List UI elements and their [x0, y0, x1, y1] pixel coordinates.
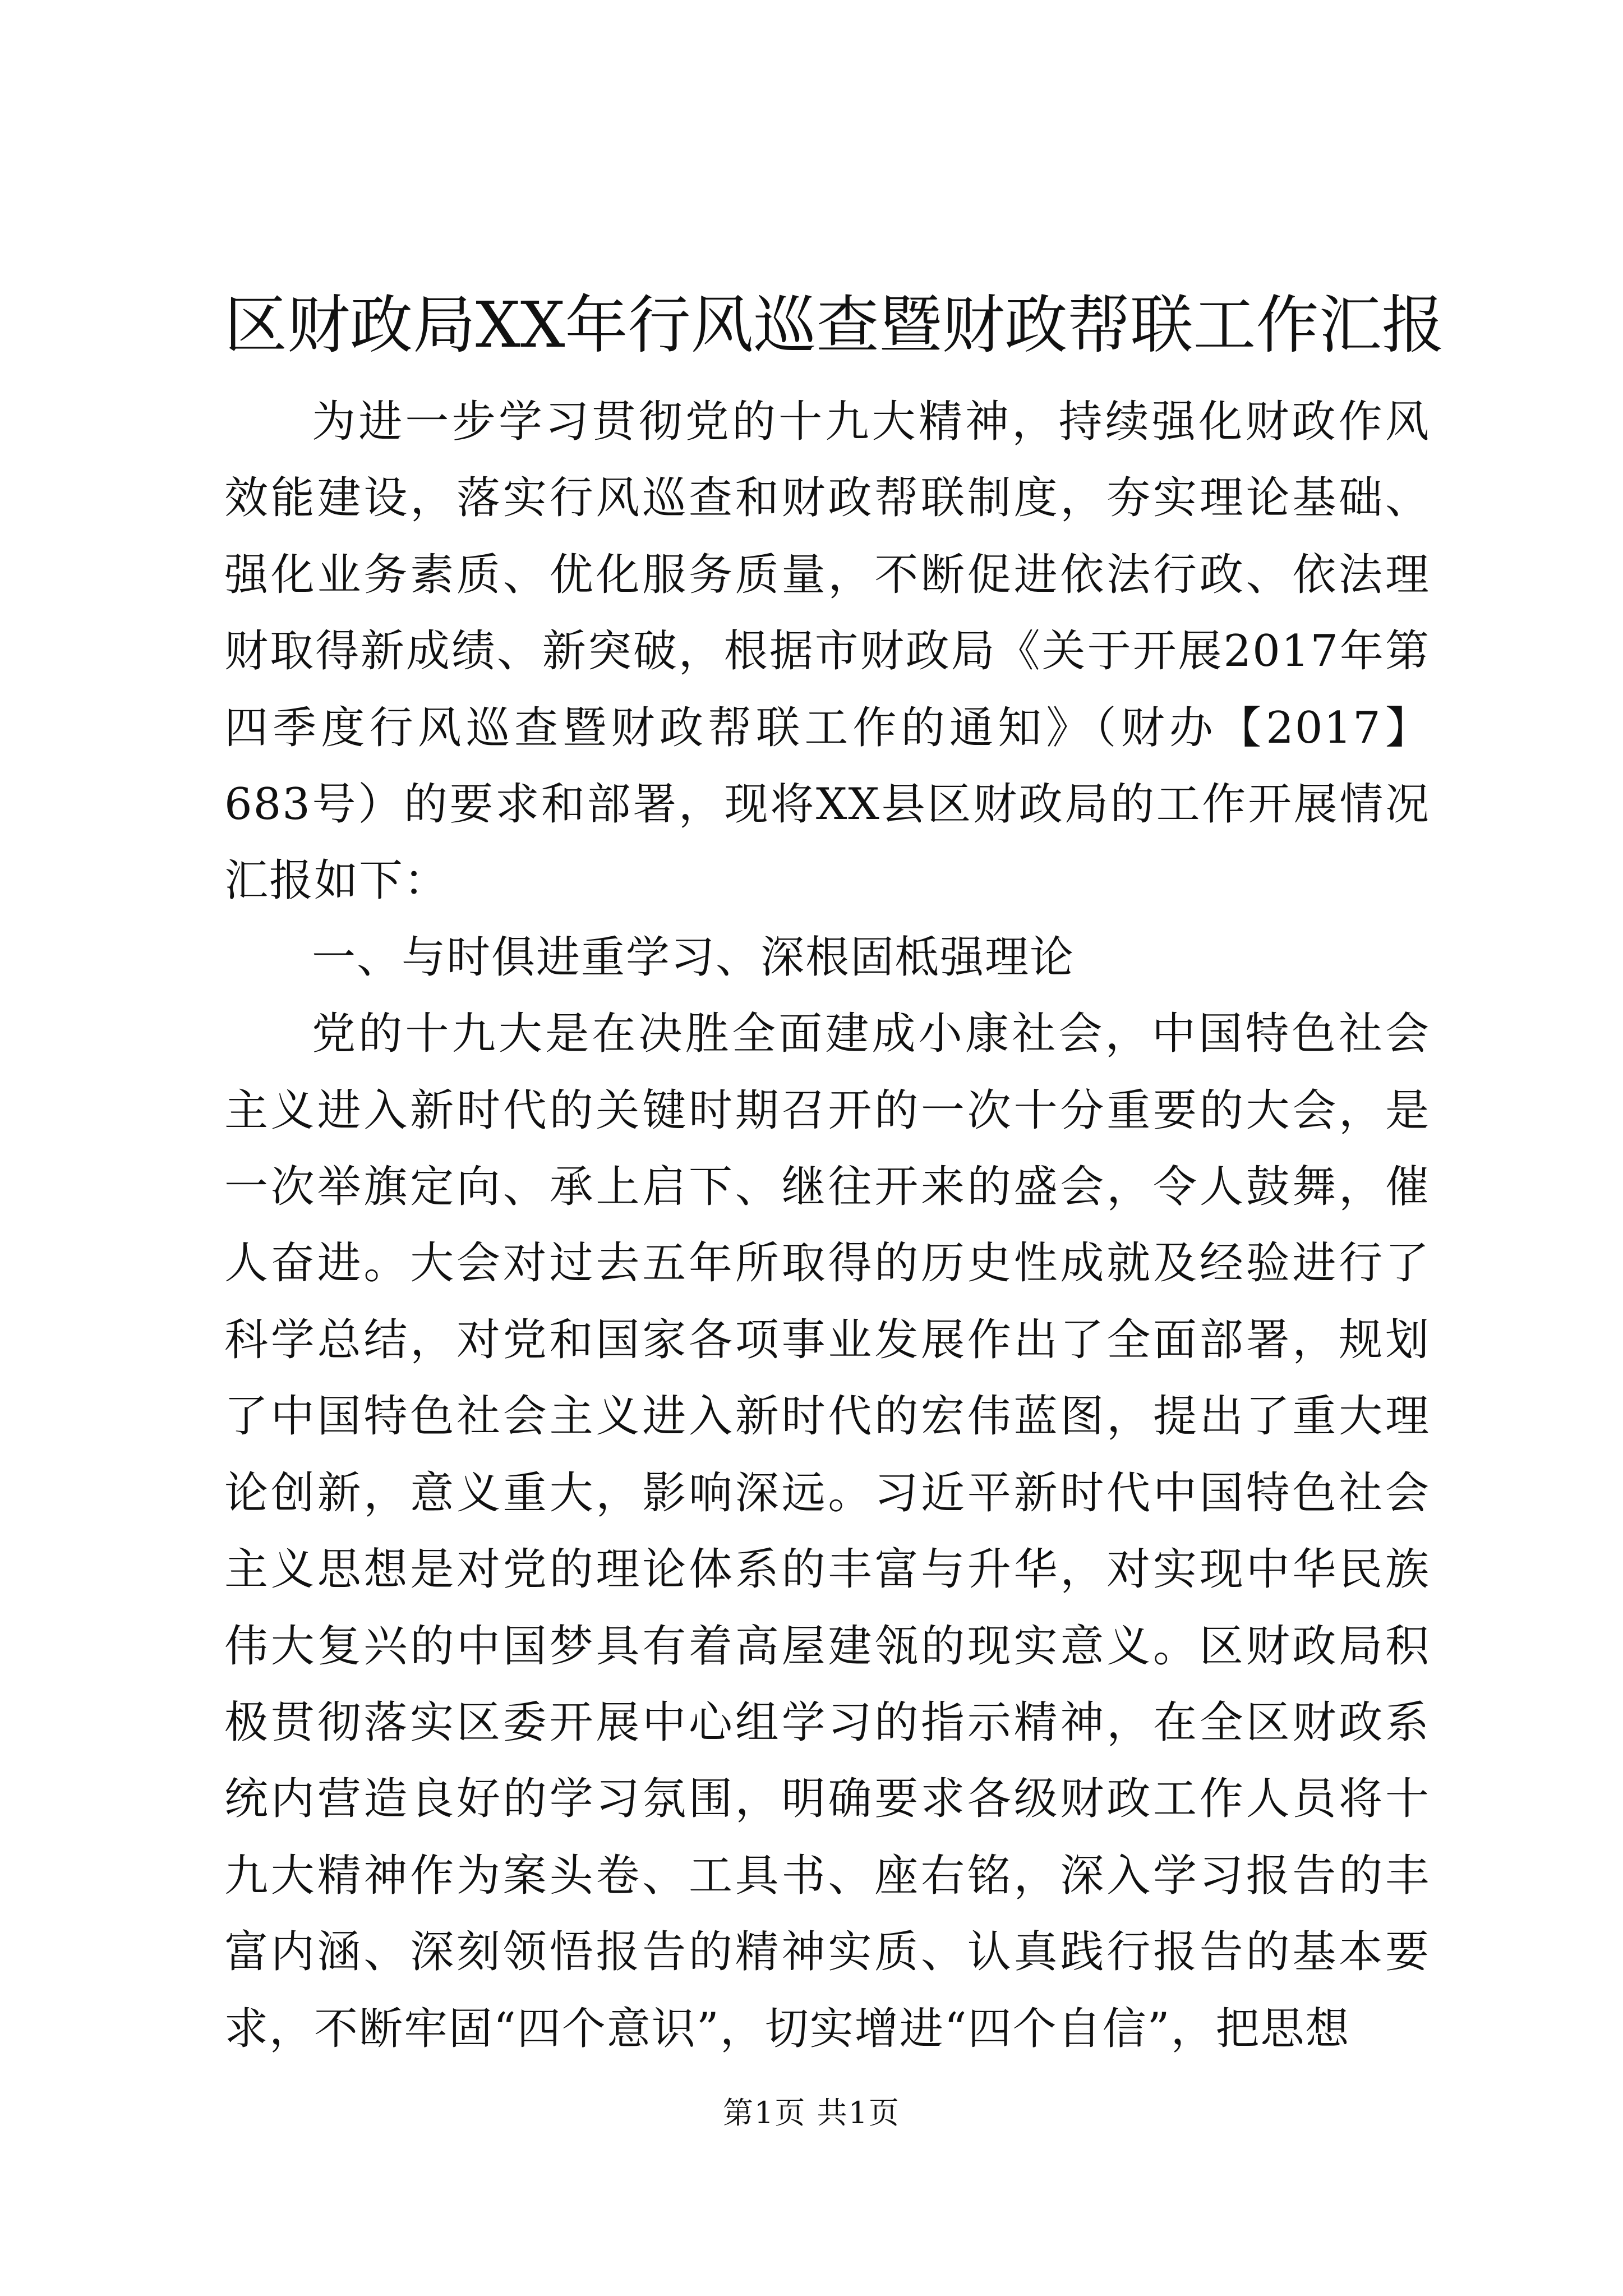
section-1-paragraph: 党的十九大是在决胜全面建成小康社会，中国特色社会主义进入新时代的关键时期召开的一次十分重要的大会，是一次举旗定向、承上启下、继往开来的盛会，令人鼓舞，催人奋进。大会对过去五年所取得的历史性成就及经验进行了科学总结，对党和国家各项事业发展作出了全面部署，规划了中国特色社会主义进入新时代的宏伟蓝图，提出了重大理论创新，意义重大，影响深远。习近平新时代中国特色社会主义思想是对党的理论体系的丰富与升华，对实现中华民族伟大复兴的中国梦具有着高屋建瓴的现实意义。区财政局积极贯彻落实区委开展中心组学习的指示精神，在全区财政系统内营造良好的学习氛围，明确要求各级财政工作人员将十九大精神作为案头卷、工具书、座右铭，深入学习报告的丰富内涵、深刻领悟报告的精神实质、认真践行报告的基本要求，不断牢固“四个意识”，切实增进“四个自信”，把思想 [224, 1009, 1430, 2054]
section-heading-1: 一、与时俱进重学习、深根固柢强理论 [312, 932, 1075, 983]
document-body [224, 384, 1430, 2067]
intro-paragraph: 为进一步学习贯彻党的十九大精神，持续强化财政作风效能建设，落实行风巡查和财政帮联制度，夯实理论基础、强化业务素质、优化服务质量，不断促进依法行政、依法理财取得新成绩、新突破，根据市财政局《关于开展2017年第四季度行风巡查暨财政帮联工作的通知》（财办【2017】683号）的要求和部署，现将XX县区财政局的工作开展情况汇报如下： [224, 397, 1430, 907]
page-footer: 第1页 共1页 [723, 2095, 900, 2131]
document-title: 区财政局XX年行风巡查暨财政帮联工作汇报 [224, 289, 1445, 362]
